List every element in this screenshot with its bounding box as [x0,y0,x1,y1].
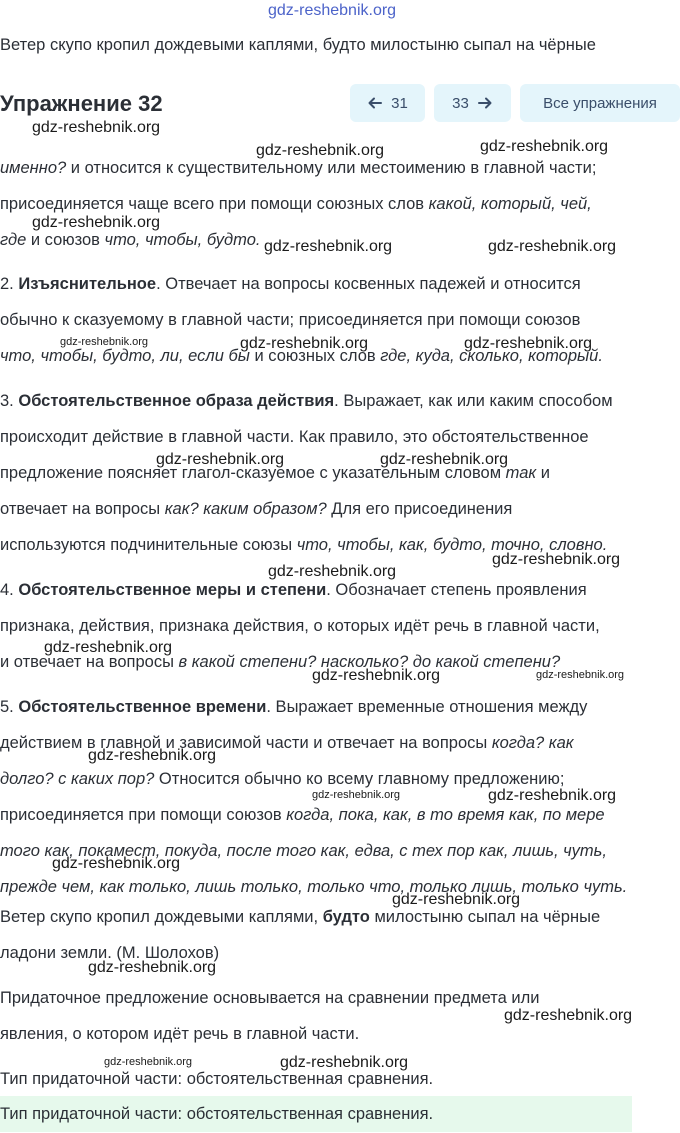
watermark: gdz-reshebnik.org [32,214,161,231]
all-exercises-button[interactable] [520,84,680,122]
p1-line-3: где и союзов что, чтобы, будто. [0,231,261,249]
all-exercises-label: Все упражнения [543,94,657,112]
prev-exercise-label: 31 [391,94,408,112]
p3-line-3: предложение поясняет глагол-сказуемое с указательным словом так и [0,464,550,482]
p5-line-3: долго? с каких пор? Относится обычно ко всему главному предложению; [0,770,565,788]
watermark: gdz-reshebnik.org [536,669,625,681]
p3-line-2: происходит действие в главной части. Как правило, это обстоятельственное [0,428,589,446]
next-exercise-label: 33 [452,94,469,112]
p2-line-2: обычно к сказуемому в главной части; присоединяется при помощи союзов [0,311,581,329]
explanation-line-1: Придаточное предложение основывается на сравнении предмета или [0,989,540,1007]
p3-line-1: 3. Обстоятельственное образа действия. Выражает, как или каким способом [0,392,613,410]
p5-line-2: действием в главной и зависимой части и отвечает на вопросы когда? как [0,734,574,752]
watermark: gdz-reshebnik.org [268,563,397,580]
p1-line-1: именно? и относится к существительному или местоимению в главной части; [0,159,597,177]
explanation-line-3: Тип придаточной части: обстоятельственная сравнения. [0,1070,434,1088]
answer-box [0,1096,632,1132]
watermark: gdz-reshebnik.org [312,789,401,801]
top-sentence: Ветер скупо кропил дождевыми каплями, будто милостыню сыпал на чёрные [0,36,596,54]
arrow-left-icon [367,95,383,111]
example-line-2: ладони земли. (М. Шолохов) [0,944,220,962]
example-line-1: Ветер скупо кропил дождевыми каплями, будто милостыню сыпал на чёрные [0,908,601,926]
prev-exercise-button[interactable] [350,84,425,122]
watermark: gdz-reshebnik.org [492,551,621,568]
p3-line-4: отвечает на вопросы как? каким образом? Для его присоединения [0,500,513,518]
watermark: gdz-reshebnik.org [44,639,173,656]
watermark: gdz-reshebnik.org [32,119,161,136]
p2-line-1: 2. Изъяснительное. Отвечает на вопросы косвенных падежей и относится [0,275,581,293]
watermark: gdz-reshebnik.org [480,138,609,155]
p4-line-3: и отвечает на вопросы в какой степени? насколько? до какой степени? [0,653,561,671]
p3-line-5: используются подчинительные союзы что, чтобы, как, будто, точно, словно. [0,536,608,554]
watermark-top: gdz-reshebnik.org [268,2,397,19]
watermark: gdz-reshebnik.org [256,142,385,159]
watermark: gdz-reshebnik.org [104,1056,193,1068]
arrow-right-icon [477,95,493,111]
watermark: gdz-reshebnik.org [488,787,617,804]
p4-line-2: признака, действия, признака действия, о которых идёт речь в главной части, [0,617,600,635]
watermark: gdz-reshebnik.org [280,1054,409,1071]
p5-line-4: присоединяется при помощи союзов когда, пока, как, в то время как, по мере [0,806,605,824]
answer-text: Тип придаточной части: обстоятельственная сравнения. [0,1104,434,1123]
watermark: gdz-reshebnik.org [156,451,285,468]
watermark: gdz-reshebnik.org [240,335,369,352]
explanation-line-2: явления, о котором идёт речь в главной части. [0,1025,360,1043]
watermark: gdz-reshebnik.org [60,336,149,348]
p4-line-1: 4. Обстоятельственное меры и степени. Обозначает степень проявления [0,581,587,599]
watermark: gdz-reshebnik.org [488,238,617,255]
p2-line-3: что, чтобы, будто, ли, если бы и союзных слов где, куда, сколько, который. [0,347,603,365]
p1-line-2: присоединяется чаще всего при помощи союзных слов какой, который, чей, [0,195,592,213]
page-title: Упражнение 32 [0,91,163,116]
p5-line-5: того как, покамест, покуда, после того как, едва, с тех пор как, лишь, чуть, [0,842,607,860]
watermark: gdz-reshebnik.org [52,855,181,872]
watermark: gdz-reshebnik.org [264,238,393,255]
next-exercise-button[interactable] [434,84,511,122]
watermark: gdz-reshebnik.org [312,667,441,684]
watermark: gdz-reshebnik.org [88,747,217,764]
p5-line-6: прежде чем, как только, лишь только, только что, только лишь, только чуть. [0,878,628,896]
watermark: gdz-reshebnik.org [380,451,509,468]
watermark: gdz-reshebnik.org [88,959,217,976]
watermark: gdz-reshebnik.org [504,1007,633,1024]
p5-line-1: 5. Обстоятельственное времени. Выражает временные отношения между [0,698,588,716]
watermark: gdz-reshebnik.org [392,891,521,908]
watermark: gdz-reshebnik.org [464,335,593,352]
